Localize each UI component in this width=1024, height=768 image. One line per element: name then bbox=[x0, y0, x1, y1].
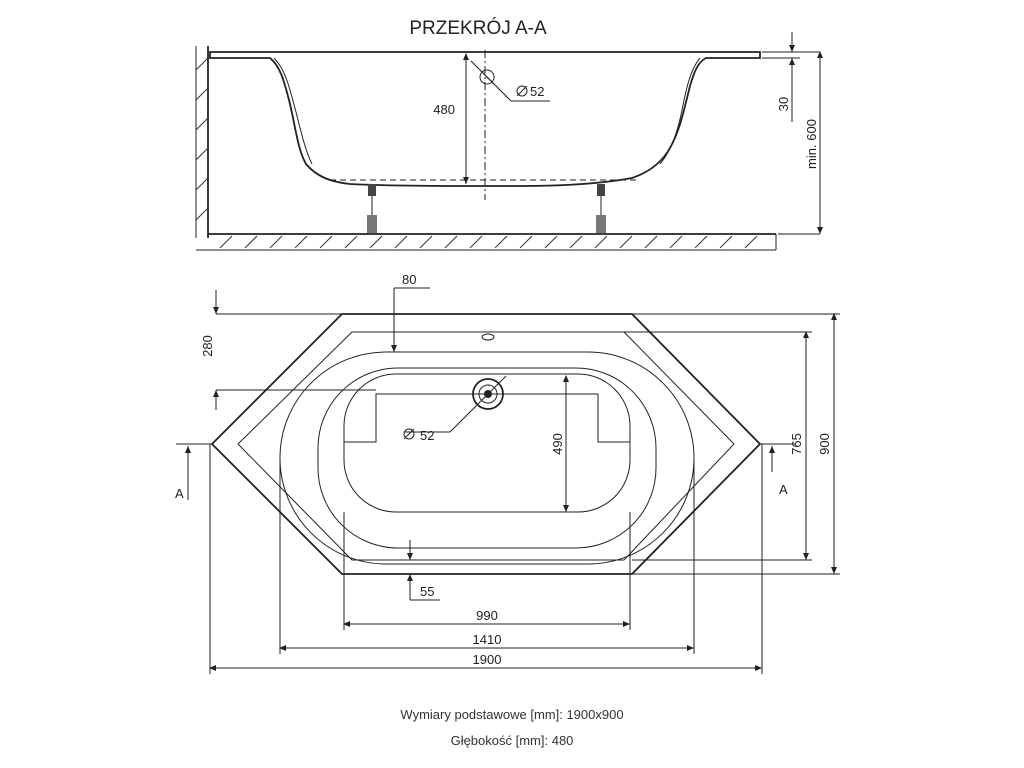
tub-plan-outline bbox=[212, 314, 760, 574]
rim-thickness-label: 30 bbox=[776, 96, 791, 112]
dim-990-label: 990 bbox=[476, 608, 498, 623]
min-height-label: min. 600 bbox=[804, 119, 819, 169]
plan-drain-label: 52 bbox=[420, 428, 435, 443]
section-title: PRZEKRÓJ A-A bbox=[409, 18, 547, 39]
dim-990 bbox=[344, 608, 630, 624]
caption-depth: Głębokość [mm]: 480 bbox=[450, 733, 574, 748]
caption-base-dimensions: Wymiary podstawowe [mm]: 1900x900 bbox=[400, 707, 624, 722]
depth-label: 480 bbox=[433, 102, 455, 117]
wall bbox=[196, 46, 208, 238]
dim-1900 bbox=[210, 652, 762, 668]
plan-drain bbox=[404, 334, 506, 443]
dim-80 bbox=[394, 272, 430, 352]
section-mark-right: A bbox=[779, 482, 788, 497]
dim-55-label: 55 bbox=[420, 584, 435, 599]
dim-765-label: 765 bbox=[789, 433, 804, 455]
dim-900-label: 900 bbox=[817, 433, 832, 455]
overflow-drain bbox=[471, 61, 550, 101]
height-dimensions bbox=[762, 32, 820, 234]
dim-1900-label: 1900 bbox=[472, 652, 502, 667]
section-marker-left bbox=[175, 444, 212, 501]
dim-80-label: 80 bbox=[402, 272, 417, 287]
dim-490-label: 490 bbox=[550, 433, 565, 455]
floor bbox=[196, 234, 776, 250]
depth-dimension bbox=[433, 50, 485, 200]
dim-280 bbox=[200, 290, 376, 410]
tub-legs bbox=[367, 184, 606, 233]
dim-280-label: 280 bbox=[200, 335, 215, 357]
dim-1410 bbox=[280, 632, 694, 648]
dim-55 bbox=[410, 540, 440, 600]
dim-1410-label: 1410 bbox=[472, 632, 502, 647]
dim-490 bbox=[550, 376, 566, 512]
section-mark-left: A bbox=[175, 486, 184, 501]
drain-diameter-label: 52 bbox=[530, 84, 545, 99]
